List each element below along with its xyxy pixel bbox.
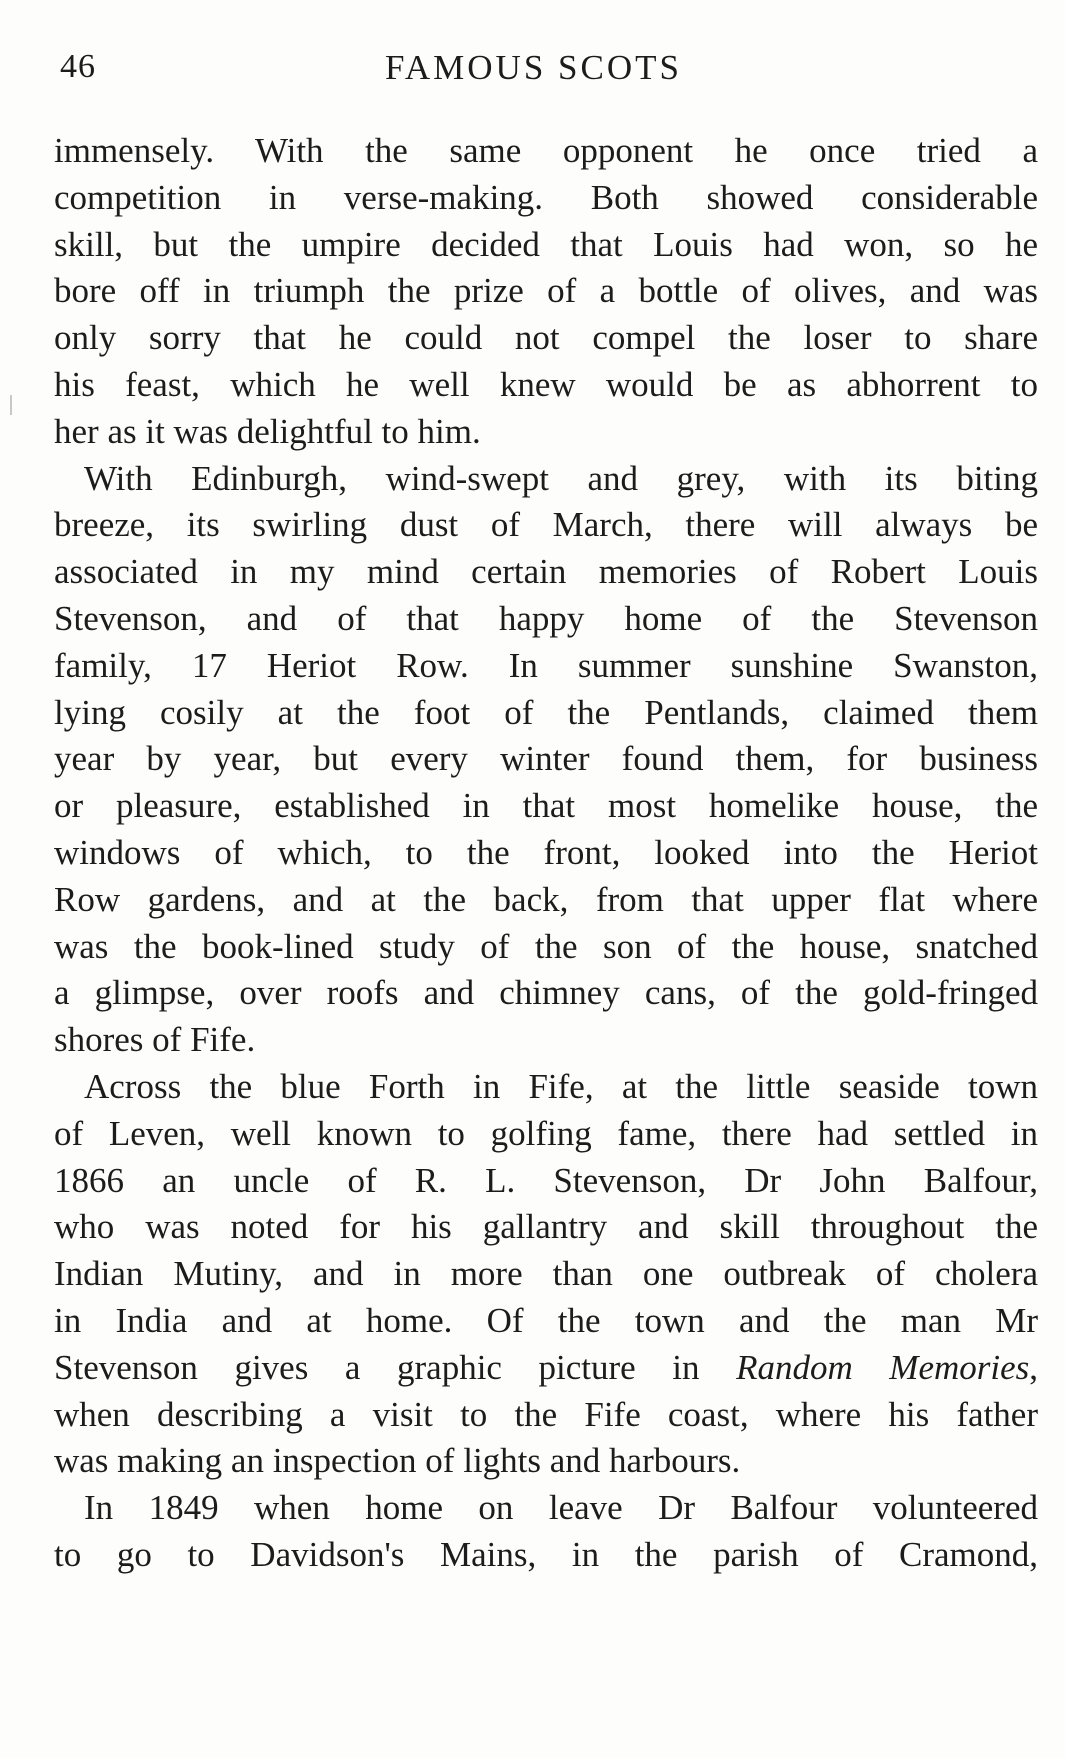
paragraph-1 (54, 128, 1038, 456)
text-line: Across the blue Forth in Fife, at the little seaside town (84, 1066, 1038, 1106)
text-line: competition in verse-making. Both showed considerable (54, 177, 1038, 217)
text-line: shores of Fife. (54, 1020, 256, 1060)
text-line: family, 17 Heriot Row. In summer sunshine Swanston, (54, 645, 1038, 685)
running-head (60, 48, 1040, 98)
text-line: was making an inspection of lights and harbours. (54, 1441, 741, 1481)
text-line: who was noted for his gallantry and skill throughout the (54, 1207, 1038, 1247)
paragraph-4 (54, 1485, 1038, 1579)
paragraph-2 (54, 456, 1038, 1064)
book-title-italic: Random Memories (736, 1347, 1030, 1387)
page-number: 46 (60, 48, 96, 85)
text-line: Indian Mutiny, and in more than one outbreak of cholera (54, 1254, 1038, 1294)
text-line: or pleasure, established in that most homelike house, the (54, 786, 1038, 826)
text-line: his feast, which he well knew would be as abhorrent to (54, 364, 1038, 404)
text-line: a glimpse, over roofs and chimney cans, of the gold-fringed (54, 973, 1038, 1013)
text-segment: Stevenson gives a graphic picture in (54, 1347, 737, 1387)
text-line: 1866 an uncle of R. L. Stevenson, Dr John Balfour, (54, 1160, 1038, 1200)
margin-mark (10, 395, 12, 415)
text-line: year by year, but every winter found them, for business (54, 739, 1038, 779)
text-line: to go to Davidson's Mains, in the parish of Cramond, (54, 1534, 1038, 1574)
text-line: when describing a visit to the Fife coast, where his father (54, 1394, 1038, 1434)
text-segment: , (1029, 1347, 1038, 1387)
text-line: Stevenson, and of that happy home of the Stevenson (54, 598, 1038, 638)
text-line: lying cosily at the foot of the Pentlands, claimed them (54, 692, 1038, 732)
text-line: skill, but the umpire decided that Louis had won, so he (54, 224, 1038, 264)
text-line: Row gardens, and at the back, from that upper flat where (54, 879, 1038, 919)
text-line: in India and at home. Of the town and the man Mr (54, 1300, 1038, 1340)
text-line: her as it was delightful to him. (54, 411, 481, 451)
text-line: bore off in triumph the prize of a bottle of olives, and was (54, 271, 1038, 311)
text-line-with-title (54, 1345, 1038, 1392)
text-line: associated in my mind certain memories of Robert Louis (54, 552, 1038, 592)
text-line: breeze, its swirling dust of March, there will always be (54, 505, 1038, 545)
text-line: only sorry that he could not compel the loser to share (54, 318, 1038, 358)
body-text (54, 128, 1038, 1579)
text-line: of Leven, well known to golfing fame, there had settled in (54, 1113, 1038, 1153)
text-line: With Edinburgh, wind-swept and grey, with its biting (84, 458, 1038, 498)
paragraph-3 (54, 1064, 1038, 1485)
text-line: immensely. With the same opponent he once tried a (54, 131, 1038, 170)
text-line: was the book-lined study of the son of the house, snatched (54, 926, 1038, 966)
text-line: windows of which, to the front, looked into the Heriot (54, 832, 1038, 872)
text-line: In 1849 when home on leave Dr Balfour volunteered (84, 1488, 1038, 1528)
page-title: FAMOUS SCOTS (385, 48, 682, 87)
